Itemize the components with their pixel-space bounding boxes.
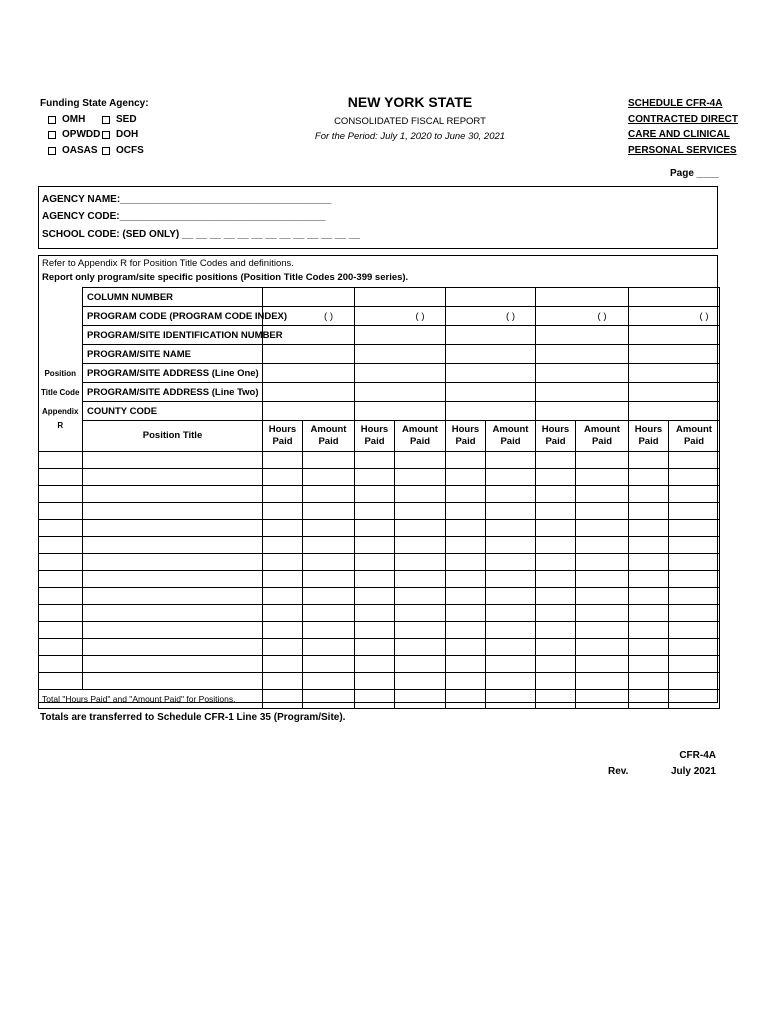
hours-cell[interactable] <box>446 553 486 570</box>
hours-cell[interactable] <box>263 468 303 485</box>
hours-cell[interactable] <box>629 536 669 553</box>
position-title-cell[interactable] <box>83 570 263 587</box>
program-column-cell[interactable] <box>629 383 720 402</box>
amount-cell[interactable] <box>669 570 720 587</box>
hours-cell[interactable] <box>446 536 486 553</box>
amount-cell[interactable] <box>303 485 355 502</box>
amount-cell[interactable] <box>303 655 355 672</box>
position-title-cell[interactable] <box>83 451 263 468</box>
amount-cell[interactable] <box>669 638 720 655</box>
revision-label: Rev. <box>608 766 629 777</box>
hours-cell[interactable] <box>446 502 486 519</box>
hours-cell[interactable] <box>629 502 669 519</box>
amount-cell[interactable] <box>669 468 720 485</box>
amount-cell[interactable] <box>486 536 536 553</box>
position-entry-row <box>39 672 720 689</box>
program-column-cell[interactable] <box>446 288 536 307</box>
amount-cell[interactable] <box>669 621 720 638</box>
row-label: COUNTY CODE <box>83 402 263 421</box>
program-column-cell[interactable] <box>263 402 355 421</box>
total-amount-cell[interactable] <box>486 689 536 708</box>
agency-code-field[interactable]: AGENCY CODE:_____________________________________ <box>42 211 326 222</box>
side-label: Title Code <box>39 383 83 402</box>
program-column-cell[interactable] <box>263 345 355 364</box>
checkbox-omh[interactable]: OMH <box>48 114 85 125</box>
hours-cell[interactable] <box>355 672 395 689</box>
program-column-cell[interactable]: ( ) <box>446 307 536 326</box>
amount-cell[interactable] <box>395 468 446 485</box>
hours-cell[interactable] <box>536 536 576 553</box>
amount-cell[interactable] <box>395 502 446 519</box>
hours-cell[interactable] <box>536 451 576 468</box>
hours-cell[interactable] <box>355 536 395 553</box>
amount-cell[interactable] <box>576 570 629 587</box>
program-column-cell[interactable]: ( ) <box>536 307 629 326</box>
hours-cell[interactable] <box>446 655 486 672</box>
program-column-cell[interactable] <box>263 383 355 402</box>
hours-cell[interactable] <box>536 468 576 485</box>
checkbox-opwdd[interactable]: OPWDD <box>48 129 100 140</box>
program-column-cell[interactable] <box>446 364 536 383</box>
row-label: PROGRAM/SITE ADDRESS (Line Two) <box>83 383 263 402</box>
hours-cell[interactable] <box>536 570 576 587</box>
checkbox-icon[interactable] <box>102 116 110 124</box>
hours-cell[interactable] <box>263 485 303 502</box>
hours-cell[interactable] <box>263 604 303 621</box>
column-header-row <box>39 421 720 452</box>
amount-cell[interactable] <box>669 519 720 536</box>
title-code-cell[interactable] <box>39 519 83 536</box>
amount-cell[interactable] <box>395 672 446 689</box>
position-entry-row <box>39 536 720 553</box>
program-info-row <box>39 383 720 402</box>
hours-cell[interactable] <box>629 485 669 502</box>
amount-paid-header: Amount Paid <box>395 421 446 452</box>
row-label: PROGRAM/SITE IDENTIFICATION NUMBER <box>83 326 263 345</box>
hours-cell[interactable] <box>263 553 303 570</box>
hours-cell[interactable] <box>536 502 576 519</box>
amount-paid-header: Amount Paid <box>576 421 629 452</box>
hours-cell[interactable] <box>446 672 486 689</box>
hours-cell[interactable] <box>355 604 395 621</box>
hours-cell[interactable] <box>536 655 576 672</box>
program-column-cell[interactable] <box>355 288 446 307</box>
amount-cell[interactable] <box>576 587 629 604</box>
amount-paid-header: Amount Paid <box>303 421 355 452</box>
title-code-cell[interactable] <box>39 451 83 468</box>
amount-cell[interactable] <box>395 621 446 638</box>
program-column-cell[interactable]: ( ) <box>629 307 720 326</box>
amount-paid-header: Amount Paid <box>669 421 720 452</box>
hours-cell[interactable] <box>629 587 669 604</box>
hours-cell[interactable] <box>263 519 303 536</box>
program-column-cell[interactable] <box>629 345 720 364</box>
hours-cell[interactable] <box>536 672 576 689</box>
amount-cell[interactable] <box>669 536 720 553</box>
hours-cell[interactable] <box>355 451 395 468</box>
checkbox-icon[interactable] <box>48 131 56 139</box>
title-code-cell[interactable] <box>39 502 83 519</box>
position-title-cell[interactable] <box>83 655 263 672</box>
amount-cell[interactable] <box>486 451 536 468</box>
hours-cell[interactable] <box>446 621 486 638</box>
report-period: For the Period: July 1, 2020 to June 30, 2021 <box>314 131 506 142</box>
amount-cell[interactable] <box>576 604 629 621</box>
hours-cell[interactable] <box>446 451 486 468</box>
hours-cell[interactable] <box>355 570 395 587</box>
amount-cell[interactable] <box>486 638 536 655</box>
side-label <box>39 288 83 307</box>
hours-cell[interactable] <box>536 587 576 604</box>
amount-cell[interactable] <box>303 536 355 553</box>
hours-cell[interactable] <box>629 621 669 638</box>
hours-cell[interactable] <box>446 587 486 604</box>
amount-cell[interactable] <box>669 672 720 689</box>
amount-cell[interactable] <box>669 485 720 502</box>
total-hours-cell[interactable] <box>263 689 303 708</box>
hours-cell[interactable] <box>263 655 303 672</box>
program-column-cell[interactable] <box>263 364 355 383</box>
amount-cell[interactable] <box>576 468 629 485</box>
total-hours-cell[interactable] <box>355 689 395 708</box>
title-code-cell[interactable] <box>39 604 83 621</box>
positions-form <box>38 255 718 703</box>
amount-cell[interactable] <box>669 502 720 519</box>
hours-cell[interactable] <box>263 638 303 655</box>
hours-cell[interactable] <box>446 604 486 621</box>
checkbox-icon[interactable] <box>102 147 110 155</box>
checkbox-oasas[interactable]: OASAS <box>48 145 98 156</box>
total-hours-cell[interactable] <box>629 689 669 708</box>
hours-paid-header: Hours Paid <box>629 421 669 452</box>
position-title-cell[interactable] <box>83 519 263 536</box>
hours-cell[interactable] <box>355 638 395 655</box>
amount-cell[interactable] <box>303 468 355 485</box>
position-title-cell[interactable] <box>83 672 263 689</box>
amount-cell[interactable] <box>486 468 536 485</box>
hours-cell[interactable] <box>536 485 576 502</box>
amount-cell[interactable] <box>669 587 720 604</box>
title-code-cell[interactable] <box>39 485 83 502</box>
schedule-line-2: CONTRACTED DIRECT <box>628 114 738 125</box>
hours-cell[interactable] <box>263 672 303 689</box>
hours-cell[interactable] <box>629 570 669 587</box>
total-amount-cell[interactable] <box>576 689 629 708</box>
hours-cell[interactable] <box>629 553 669 570</box>
school-code-field[interactable]: SCHOOL CODE: (SED ONLY) __ __ __ __ __ __ __ __ __ __ __ __ __ <box>42 229 360 240</box>
amount-cell[interactable] <box>576 502 629 519</box>
amount-cell[interactable] <box>395 536 446 553</box>
program-column-cell[interactable] <box>536 345 629 364</box>
position-entry-row <box>39 485 720 502</box>
amount-cell[interactable] <box>576 451 629 468</box>
hours-cell[interactable] <box>355 587 395 604</box>
amount-cell[interactable] <box>395 655 446 672</box>
hours-cell[interactable] <box>263 587 303 604</box>
amount-cell[interactable] <box>303 519 355 536</box>
page-number-field[interactable]: Page ____ <box>670 168 719 179</box>
side-label <box>39 326 83 345</box>
amount-cell[interactable] <box>486 587 536 604</box>
amount-cell[interactable] <box>395 638 446 655</box>
hours-cell[interactable] <box>446 570 486 587</box>
program-column-cell[interactable] <box>446 326 536 345</box>
checkbox-icon[interactable] <box>102 131 110 139</box>
title-code-cell[interactable] <box>39 553 83 570</box>
program-column-cell[interactable] <box>263 288 355 307</box>
amount-cell[interactable] <box>303 604 355 621</box>
hours-cell[interactable] <box>263 570 303 587</box>
program-info-row <box>39 326 720 345</box>
program-column-cell[interactable] <box>536 383 629 402</box>
totals-label: Total "Hours Paid" and "Amount Paid" for Positions. <box>39 689 263 708</box>
hours-cell[interactable] <box>629 638 669 655</box>
hours-cell[interactable] <box>263 502 303 519</box>
checkbox-icon[interactable] <box>48 147 56 155</box>
total-amount-cell[interactable] <box>395 689 446 708</box>
hours-cell[interactable] <box>629 672 669 689</box>
amount-cell[interactable] <box>576 672 629 689</box>
amount-cell[interactable] <box>669 604 720 621</box>
totals-row <box>39 689 720 708</box>
program-column-cell[interactable]: ( ) <box>355 307 446 326</box>
amount-cell[interactable] <box>576 519 629 536</box>
hours-cell[interactable] <box>355 502 395 519</box>
program-info-row <box>39 345 720 364</box>
amount-cell[interactable] <box>303 587 355 604</box>
position-entry-row <box>39 604 720 621</box>
report-subtitle: CONSOLIDATED FISCAL REPORT <box>334 116 486 127</box>
checkbox-ocfs[interactable]: OCFS <box>102 145 144 156</box>
side-label <box>39 345 83 364</box>
position-title-cell[interactable] <box>83 485 263 502</box>
hours-cell[interactable] <box>629 451 669 468</box>
amount-cell[interactable] <box>576 485 629 502</box>
program-column-cell[interactable] <box>355 345 446 364</box>
amount-cell[interactable] <box>303 570 355 587</box>
totals-transfer-note: Totals are transferred to Schedule CFR-1 Line 35 (Program/Site). <box>40 712 346 723</box>
title-code-cell[interactable] <box>39 638 83 655</box>
hours-cell[interactable] <box>629 468 669 485</box>
title-code-cell[interactable] <box>39 672 83 689</box>
amount-cell[interactable] <box>486 570 536 587</box>
amount-cell[interactable] <box>303 672 355 689</box>
appendix-note: Refer to Appendix R for Position Title Codes and definitions. <box>42 258 294 269</box>
hours-cell[interactable] <box>446 468 486 485</box>
hours-cell[interactable] <box>263 451 303 468</box>
position-title-cell[interactable] <box>83 587 263 604</box>
program-column-cell[interactable]: ( ) <box>263 307 355 326</box>
position-title-cell[interactable] <box>83 621 263 638</box>
title-code-cell[interactable] <box>39 655 83 672</box>
program-column-cell[interactable] <box>629 364 720 383</box>
amount-cell[interactable] <box>395 485 446 502</box>
title-code-cell[interactable] <box>39 468 83 485</box>
position-title-cell[interactable] <box>83 536 263 553</box>
amount-cell[interactable] <box>486 621 536 638</box>
checkbox-doh[interactable]: DOH <box>102 129 138 140</box>
program-info-row <box>39 364 720 383</box>
side-label: R <box>39 421 83 452</box>
program-column-cell[interactable] <box>629 326 720 345</box>
amount-cell[interactable] <box>303 638 355 655</box>
position-entry-row <box>39 468 720 485</box>
title-code-cell[interactable] <box>39 621 83 638</box>
hours-cell[interactable] <box>629 655 669 672</box>
amount-cell[interactable] <box>576 655 629 672</box>
amount-cell[interactable] <box>303 502 355 519</box>
hours-cell[interactable] <box>536 604 576 621</box>
title-code-cell[interactable] <box>39 587 83 604</box>
row-label: COLUMN NUMBER <box>83 288 263 307</box>
amount-cell[interactable] <box>486 502 536 519</box>
side-label: Position <box>39 364 83 383</box>
row-label: PROGRAM CODE (PROGRAM CODE INDEX) <box>83 307 263 326</box>
form-id: CFR-4A <box>679 750 716 761</box>
page-title: NEW YORK STATE <box>347 94 473 110</box>
amount-cell[interactable] <box>576 536 629 553</box>
hours-cell[interactable] <box>355 621 395 638</box>
hours-cell[interactable] <box>629 604 669 621</box>
position-entry-row <box>39 570 720 587</box>
amount-cell[interactable] <box>486 655 536 672</box>
hours-paid-header: Hours Paid <box>536 421 576 452</box>
amount-cell[interactable] <box>486 485 536 502</box>
amount-cell[interactable] <box>486 604 536 621</box>
program-column-cell[interactable] <box>446 402 536 421</box>
program-column-cell[interactable] <box>355 402 446 421</box>
amount-cell[interactable] <box>395 553 446 570</box>
hours-cell[interactable] <box>536 638 576 655</box>
program-column-cell[interactable] <box>536 288 629 307</box>
program-info-row <box>39 288 720 307</box>
amount-cell[interactable] <box>303 451 355 468</box>
position-entry-row <box>39 621 720 638</box>
side-label: Appendix <box>39 402 83 421</box>
program-column-cell[interactable] <box>355 364 446 383</box>
amount-cell[interactable] <box>669 655 720 672</box>
amount-cell[interactable] <box>303 621 355 638</box>
hours-cell[interactable] <box>446 485 486 502</box>
hours-cell[interactable] <box>446 519 486 536</box>
amount-cell[interactable] <box>669 553 720 570</box>
schedule-line-4: PERSONAL SERVICES <box>628 145 737 156</box>
agency-name-field[interactable]: AGENCY NAME:______________________________________ <box>42 194 332 205</box>
hours-cell[interactable] <box>536 519 576 536</box>
total-amount-cell[interactable] <box>669 689 720 708</box>
hours-cell[interactable] <box>536 553 576 570</box>
amount-cell[interactable] <box>395 451 446 468</box>
positions-table <box>38 287 720 709</box>
hours-cell[interactable] <box>355 468 395 485</box>
hours-cell[interactable] <box>446 638 486 655</box>
title-code-cell[interactable] <box>39 570 83 587</box>
row-label: PROGRAM/SITE ADDRESS (Line One) <box>83 364 263 383</box>
hours-cell[interactable] <box>355 519 395 536</box>
hours-cell[interactable] <box>263 536 303 553</box>
position-entry-row <box>39 451 720 468</box>
program-column-cell[interactable] <box>446 383 536 402</box>
position-title-cell[interactable] <box>83 468 263 485</box>
hours-cell[interactable] <box>355 553 395 570</box>
row-label: PROGRAM/SITE NAME <box>83 345 263 364</box>
amount-cell[interactable] <box>395 604 446 621</box>
position-title-header: Position Title <box>83 421 263 452</box>
amount-cell[interactable] <box>669 451 720 468</box>
agency-info-box <box>38 186 718 249</box>
amount-cell[interactable] <box>576 621 629 638</box>
position-entry-row <box>39 587 720 604</box>
side-label <box>39 307 83 326</box>
total-hours-cell[interactable] <box>536 689 576 708</box>
amount-paid-header: Amount Paid <box>486 421 536 452</box>
amount-cell[interactable] <box>576 638 629 655</box>
program-column-cell[interactable] <box>629 288 720 307</box>
amount-cell[interactable] <box>395 570 446 587</box>
position-entry-row <box>39 655 720 672</box>
program-column-cell[interactable] <box>536 402 629 421</box>
hours-paid-header: Hours Paid <box>446 421 486 452</box>
schedule-line-3: CARE AND CLINICAL <box>628 129 730 140</box>
hours-cell[interactable] <box>629 519 669 536</box>
report-positions-note: Report only program/site specific positions (Position Title Codes 200-399 series). <box>42 272 409 283</box>
hours-cell[interactable] <box>536 621 576 638</box>
revision-date: July 2021 <box>670 766 716 777</box>
checkbox-sed[interactable]: SED <box>102 114 137 125</box>
amount-cell[interactable] <box>486 519 536 536</box>
funding-agency-label: Funding State Agency: <box>40 98 149 109</box>
amount-cell[interactable] <box>486 553 536 570</box>
program-info-row <box>39 402 720 421</box>
amount-cell[interactable] <box>395 519 446 536</box>
amount-cell[interactable] <box>576 553 629 570</box>
position-entry-row <box>39 502 720 519</box>
position-title-cell[interactable] <box>83 638 263 655</box>
hours-cell[interactable] <box>263 621 303 638</box>
amount-cell[interactable] <box>395 587 446 604</box>
program-info-row <box>39 307 720 326</box>
position-entry-row <box>39 553 720 570</box>
amount-cell[interactable] <box>303 553 355 570</box>
program-column-cell[interactable] <box>536 364 629 383</box>
amount-cell[interactable] <box>486 672 536 689</box>
program-column-cell[interactable] <box>629 402 720 421</box>
hours-paid-header: Hours Paid <box>355 421 395 452</box>
program-column-cell[interactable] <box>355 326 446 345</box>
position-title-cell[interactable] <box>83 604 263 621</box>
total-amount-cell[interactable] <box>303 689 355 708</box>
position-title-cell[interactable] <box>83 553 263 570</box>
position-entry-row <box>39 638 720 655</box>
schedule-line-1: SCHEDULE CFR-4A <box>628 98 723 109</box>
hours-cell[interactable] <box>355 485 395 502</box>
total-hours-cell[interactable] <box>446 689 486 708</box>
checkbox-icon[interactable] <box>48 116 56 124</box>
position-title-cell[interactable] <box>83 502 263 519</box>
hours-cell[interactable] <box>355 655 395 672</box>
title-code-cell[interactable] <box>39 536 83 553</box>
program-column-cell[interactable] <box>446 345 536 364</box>
program-column-cell[interactable] <box>536 326 629 345</box>
program-column-cell[interactable] <box>355 383 446 402</box>
position-entry-row <box>39 519 720 536</box>
hours-paid-header: Hours Paid <box>263 421 303 452</box>
